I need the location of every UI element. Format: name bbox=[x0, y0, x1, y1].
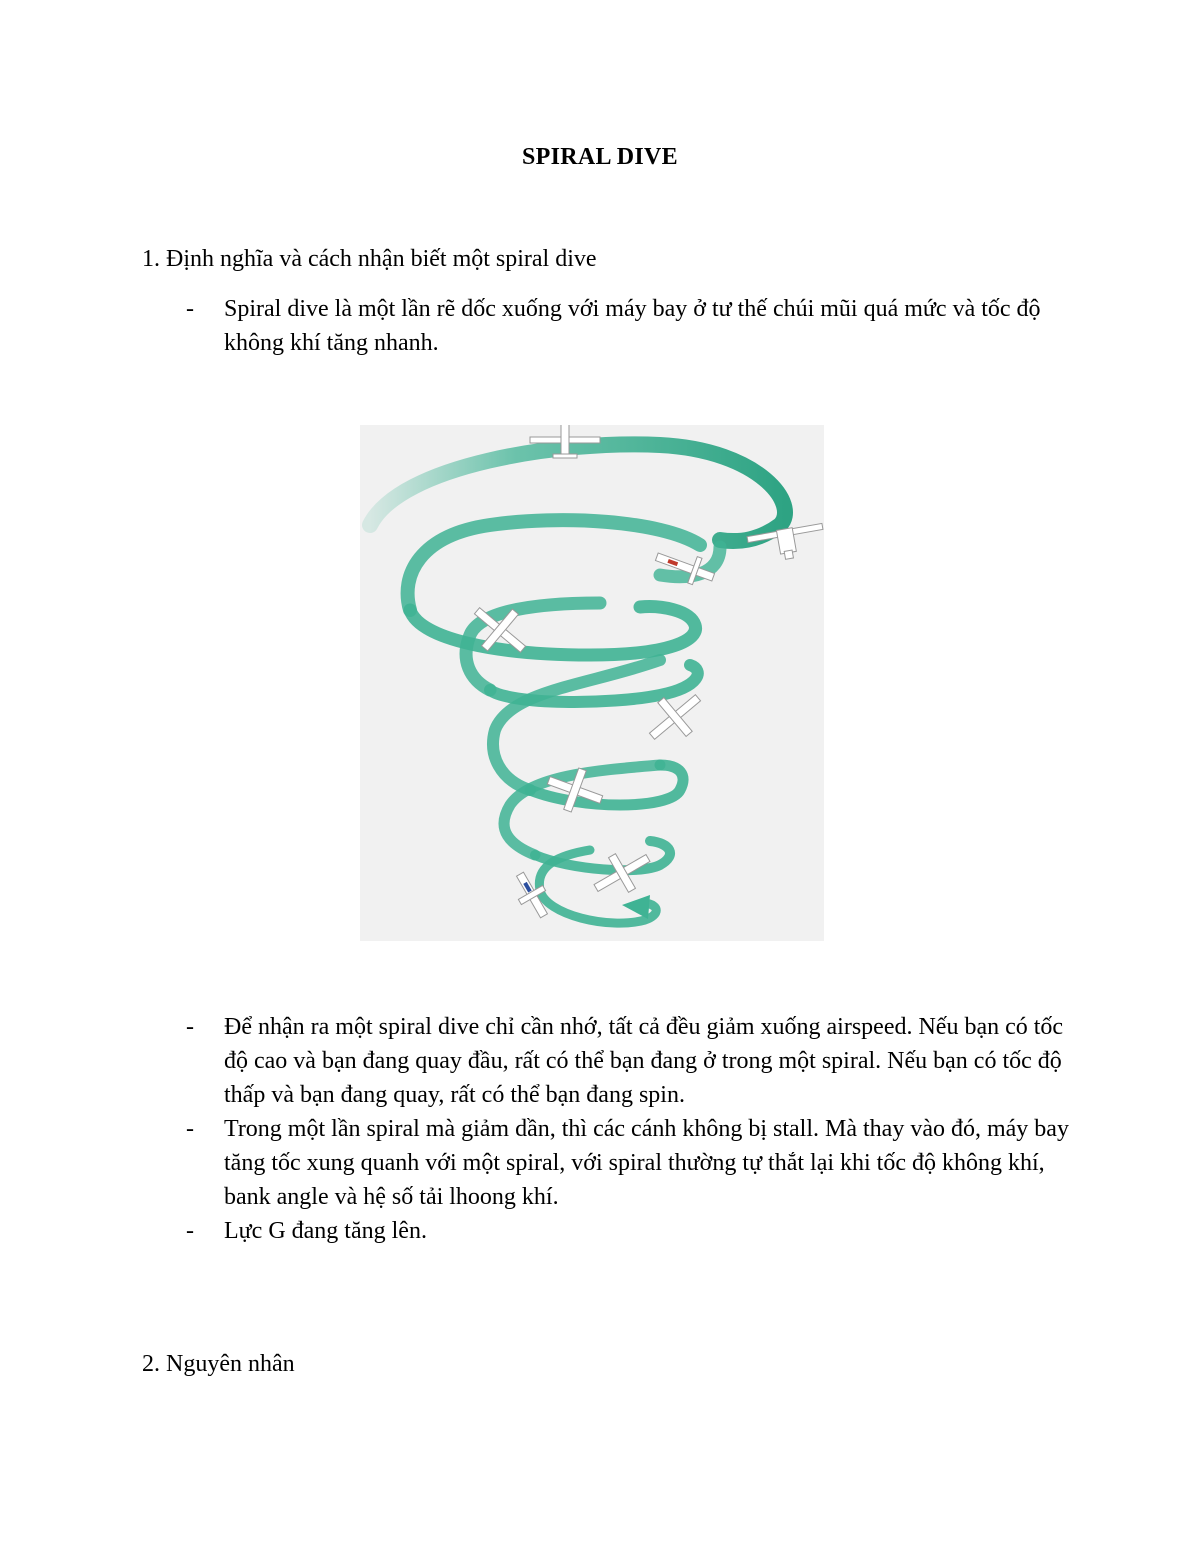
bullet-marker: - bbox=[186, 1218, 194, 1244]
detail-bullet-text: Lực G đang tăng lên. bbox=[224, 1218, 427, 1244]
detail-bullet-1 bbox=[142, 1010, 1082, 1112]
detail-bullet-list bbox=[142, 1010, 1082, 1248]
section-1-heading: 1. Định nghĩa và cách nhận biết một spiral dive bbox=[142, 246, 597, 272]
detail-bullet-text: Trong một lần spiral mà giảm dần, thì các cánh không bị stall. Mà thay vào đó, máy bay tăng tốc xung quanh với một spiral, với spiral thường tự thắt lại khi tốc độ không khí, bank angle và hệ số tải lhoong khí. bbox=[224, 1116, 1069, 1210]
detail-bullet-3 bbox=[142, 1214, 1082, 1248]
intro-bullet-list bbox=[142, 292, 1082, 360]
spiral-dive-figure bbox=[360, 425, 824, 941]
bullet-marker: - bbox=[186, 1014, 194, 1040]
detail-bullet-2 bbox=[142, 1112, 1082, 1214]
section-2-heading: 2. Nguyên nhân bbox=[142, 1351, 295, 1377]
spiral-illustration bbox=[360, 425, 824, 941]
arrow-head-icon bbox=[622, 895, 650, 919]
intro-bullet-text: Spiral dive là một lần rẽ dốc xuống với máy bay ở tư thế chúi mũi quá mức và tốc độ không khí tăng nhanh. bbox=[224, 296, 1041, 356]
bullet-marker: - bbox=[186, 296, 194, 322]
intro-bullet-1 bbox=[142, 292, 1082, 360]
bullet-marker: - bbox=[186, 1116, 194, 1142]
spiral-path-icon bbox=[370, 444, 785, 923]
document-title: SPIRAL DIVE bbox=[521, 144, 678, 170]
airplane-icon bbox=[508, 867, 556, 923]
detail-bullet-text: Để nhận ra một spiral dive chỉ cần nhớ, tất cả đều giảm xuống airspeed. Nếu bạn có tốc độ cao và bạn đang quay đầu, rất có thể bạn đang ở trong một spiral. Nếu bạn có tốc độ thấp và bạn đang quay, rất có thể bạn đang spin. bbox=[224, 1014, 1064, 1108]
